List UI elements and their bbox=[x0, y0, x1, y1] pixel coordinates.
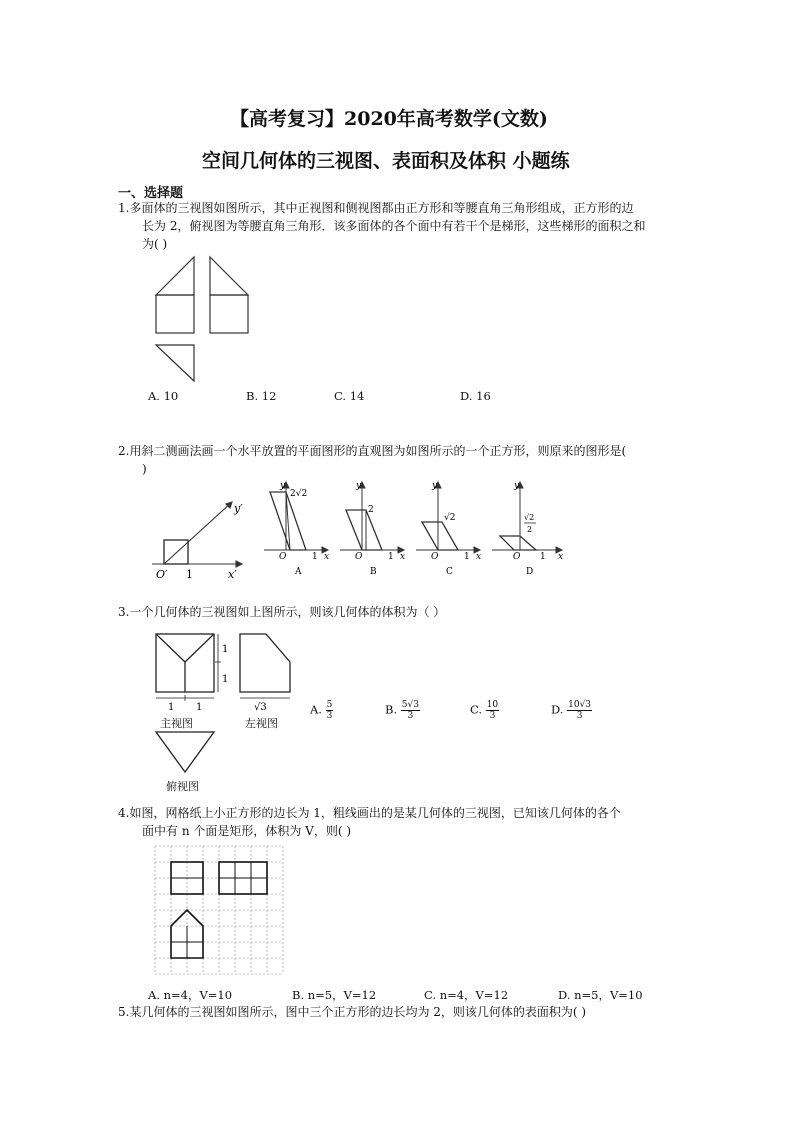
q2-d-ymark-num: √2 bbox=[524, 513, 535, 522]
q2-choice-d-figure[interactable] bbox=[490, 478, 566, 578]
q1-line3: 为( ) bbox=[142, 237, 168, 251]
q2-b-letter: B bbox=[370, 567, 377, 577]
q3-text: 3.一个几何体的三视图如上图所示，则该几何体的体积为（ ） bbox=[118, 605, 446, 619]
q2-x-prime: x′ bbox=[228, 568, 237, 581]
q2-a-ymark: 2√2 bbox=[290, 489, 308, 499]
q2-d-letter: D bbox=[526, 567, 534, 577]
q2-b-one: 1 bbox=[388, 552, 394, 562]
q3-option-b[interactable] bbox=[385, 700, 420, 721]
q3-top-view bbox=[156, 732, 214, 772]
q4-option-d[interactable]: D. n=5，V=10 bbox=[558, 988, 643, 1002]
q2-a-o: O bbox=[279, 552, 287, 562]
q2-a-one: 1 bbox=[312, 552, 318, 562]
q1-option-a[interactable]: A. 10 bbox=[148, 389, 179, 403]
q3-b-frac bbox=[401, 700, 420, 721]
q3-side-label: 左视图 bbox=[245, 717, 278, 730]
q3-a-frac bbox=[326, 700, 334, 721]
q3-dim-1d: 1 bbox=[196, 702, 203, 713]
q3-d-den: 3 bbox=[576, 711, 583, 721]
q3-option-c[interactable] bbox=[470, 700, 499, 721]
q2-d-one: 1 bbox=[540, 552, 546, 562]
q1-option-c[interactable]: C. 14 bbox=[334, 389, 365, 403]
q3-c-den: 3 bbox=[489, 711, 496, 721]
page-subtitle: 空间几何体的三视图、表面积及体积 小题练 bbox=[202, 150, 570, 172]
q2-d-ymark-den: 2 bbox=[527, 525, 533, 534]
q2-b-y: y bbox=[356, 481, 362, 491]
q2-choice-c-figure[interactable] bbox=[414, 478, 484, 578]
q3-a-den: 3 bbox=[326, 711, 333, 721]
q2-line1: 2.用斜二测画法画一个水平放置的平面图形的直观图为如图所示的一个正方形，则原来的图形是( bbox=[118, 444, 627, 458]
q3-dim-1c: 1 bbox=[168, 702, 175, 713]
q3-dim-1a: 1 bbox=[222, 644, 229, 655]
q4-option-a[interactable]: A. n=4，V=10 bbox=[148, 988, 233, 1002]
q1-side-view bbox=[210, 257, 248, 295]
q1-three-view-figure bbox=[150, 255, 260, 385]
q3-b-den: 3 bbox=[407, 711, 414, 721]
q3-a-letter: A. bbox=[310, 702, 322, 717]
q1-line2: 长为 2，俯视图为等腰直角三角形．该多面体的各个面中有若干个是梯形，这些梯形的面积之和 bbox=[142, 219, 646, 233]
q2-c-ymark: √2 bbox=[444, 513, 456, 523]
q3-c-letter: C. bbox=[470, 702, 483, 717]
q2-b-x: x bbox=[400, 552, 406, 562]
q1-line1: 1.多面体的三视图如图所示，其中正视图和侧视图都由正方形和等腰直角三角形组成，正方形的边 bbox=[118, 201, 634, 215]
q3-d-num: 10√3 bbox=[568, 700, 592, 710]
q1-side-square bbox=[210, 295, 248, 333]
q3-front-label: 主视图 bbox=[160, 717, 193, 730]
q3-d-letter: D. bbox=[551, 702, 564, 717]
q2-b-ymark: 2 bbox=[368, 505, 374, 515]
q4-line1: 4.如图，网格纸上小正方形的边长为 1，粗线画出的是某几何体的三视图，已知该几何体的各个 bbox=[118, 806, 621, 820]
q3-dim-1b: 1 bbox=[222, 674, 229, 685]
q2-b-o: O bbox=[355, 552, 363, 562]
q2-a-letter: A bbox=[295, 567, 302, 577]
q2-c-o: O bbox=[431, 552, 439, 562]
q2-a-x: x bbox=[324, 552, 330, 562]
q3-a-num: 5 bbox=[326, 700, 333, 710]
q3-dim-sqrt3: √3 bbox=[254, 702, 267, 713]
q4-grid-figure bbox=[155, 846, 287, 978]
q3-side-view bbox=[240, 634, 290, 692]
q2-c-shape bbox=[422, 522, 458, 550]
q2-o-prime: O′ bbox=[156, 568, 168, 581]
q3-option-d[interactable] bbox=[551, 700, 592, 721]
q4-line2: 面中有 n 个面是矩形，体积为 V，则( ) bbox=[142, 824, 352, 838]
page-title: 【高考复习】2020年高考数学(文数) bbox=[230, 108, 548, 130]
q2-d-o: O bbox=[513, 552, 521, 562]
q4-option-b[interactable]: B. n=5，V=12 bbox=[292, 988, 377, 1002]
q1-front-square bbox=[156, 295, 194, 333]
q2-y-prime: y′ bbox=[234, 502, 243, 515]
q2-one: 1 bbox=[186, 568, 193, 581]
q3-c-num: 10 bbox=[486, 700, 499, 710]
q1-option-b[interactable]: B. 12 bbox=[246, 389, 277, 403]
q3-top-label: 俯视图 bbox=[166, 780, 199, 793]
q2-d-y: y bbox=[514, 481, 520, 491]
q2-choice-b-figure[interactable] bbox=[338, 478, 408, 578]
q2-line2: ) bbox=[142, 462, 147, 476]
q4-option-c[interactable]: C. n=4，V=12 bbox=[424, 988, 509, 1002]
section-heading: 一、选择题 bbox=[118, 186, 184, 201]
q3-c-frac bbox=[486, 700, 499, 721]
q2-c-y: y bbox=[432, 481, 438, 491]
q3-option-a[interactable] bbox=[310, 700, 333, 721]
q2-d-shape bbox=[500, 536, 536, 550]
q2-text bbox=[118, 442, 718, 478]
q2-choice-a-figure[interactable] bbox=[262, 478, 332, 578]
q3-b-num: 5√3 bbox=[401, 700, 419, 710]
q1-front-view bbox=[156, 257, 194, 295]
q2-c-letter: C bbox=[446, 567, 453, 577]
q3-d-frac bbox=[567, 700, 592, 721]
q3-b-letter: B. bbox=[385, 702, 398, 717]
q2-c-one: 1 bbox=[464, 552, 470, 562]
q2-d-x: x bbox=[558, 552, 564, 562]
q5-text: 5.某几何体的三视图如图所示，图中三个正方形的边长均为 2，则该几何体的表面积为( ) bbox=[118, 1005, 587, 1019]
q4-text bbox=[118, 804, 718, 840]
q2-oblique-figure bbox=[150, 494, 250, 584]
q2-b-shape bbox=[346, 510, 382, 550]
q1-text bbox=[118, 199, 718, 253]
q3-three-view-figure bbox=[150, 632, 300, 792]
q1-option-d[interactable]: D. 16 bbox=[460, 389, 491, 403]
q2-c-x: x bbox=[476, 552, 482, 562]
q2-a-y: y bbox=[280, 481, 286, 491]
